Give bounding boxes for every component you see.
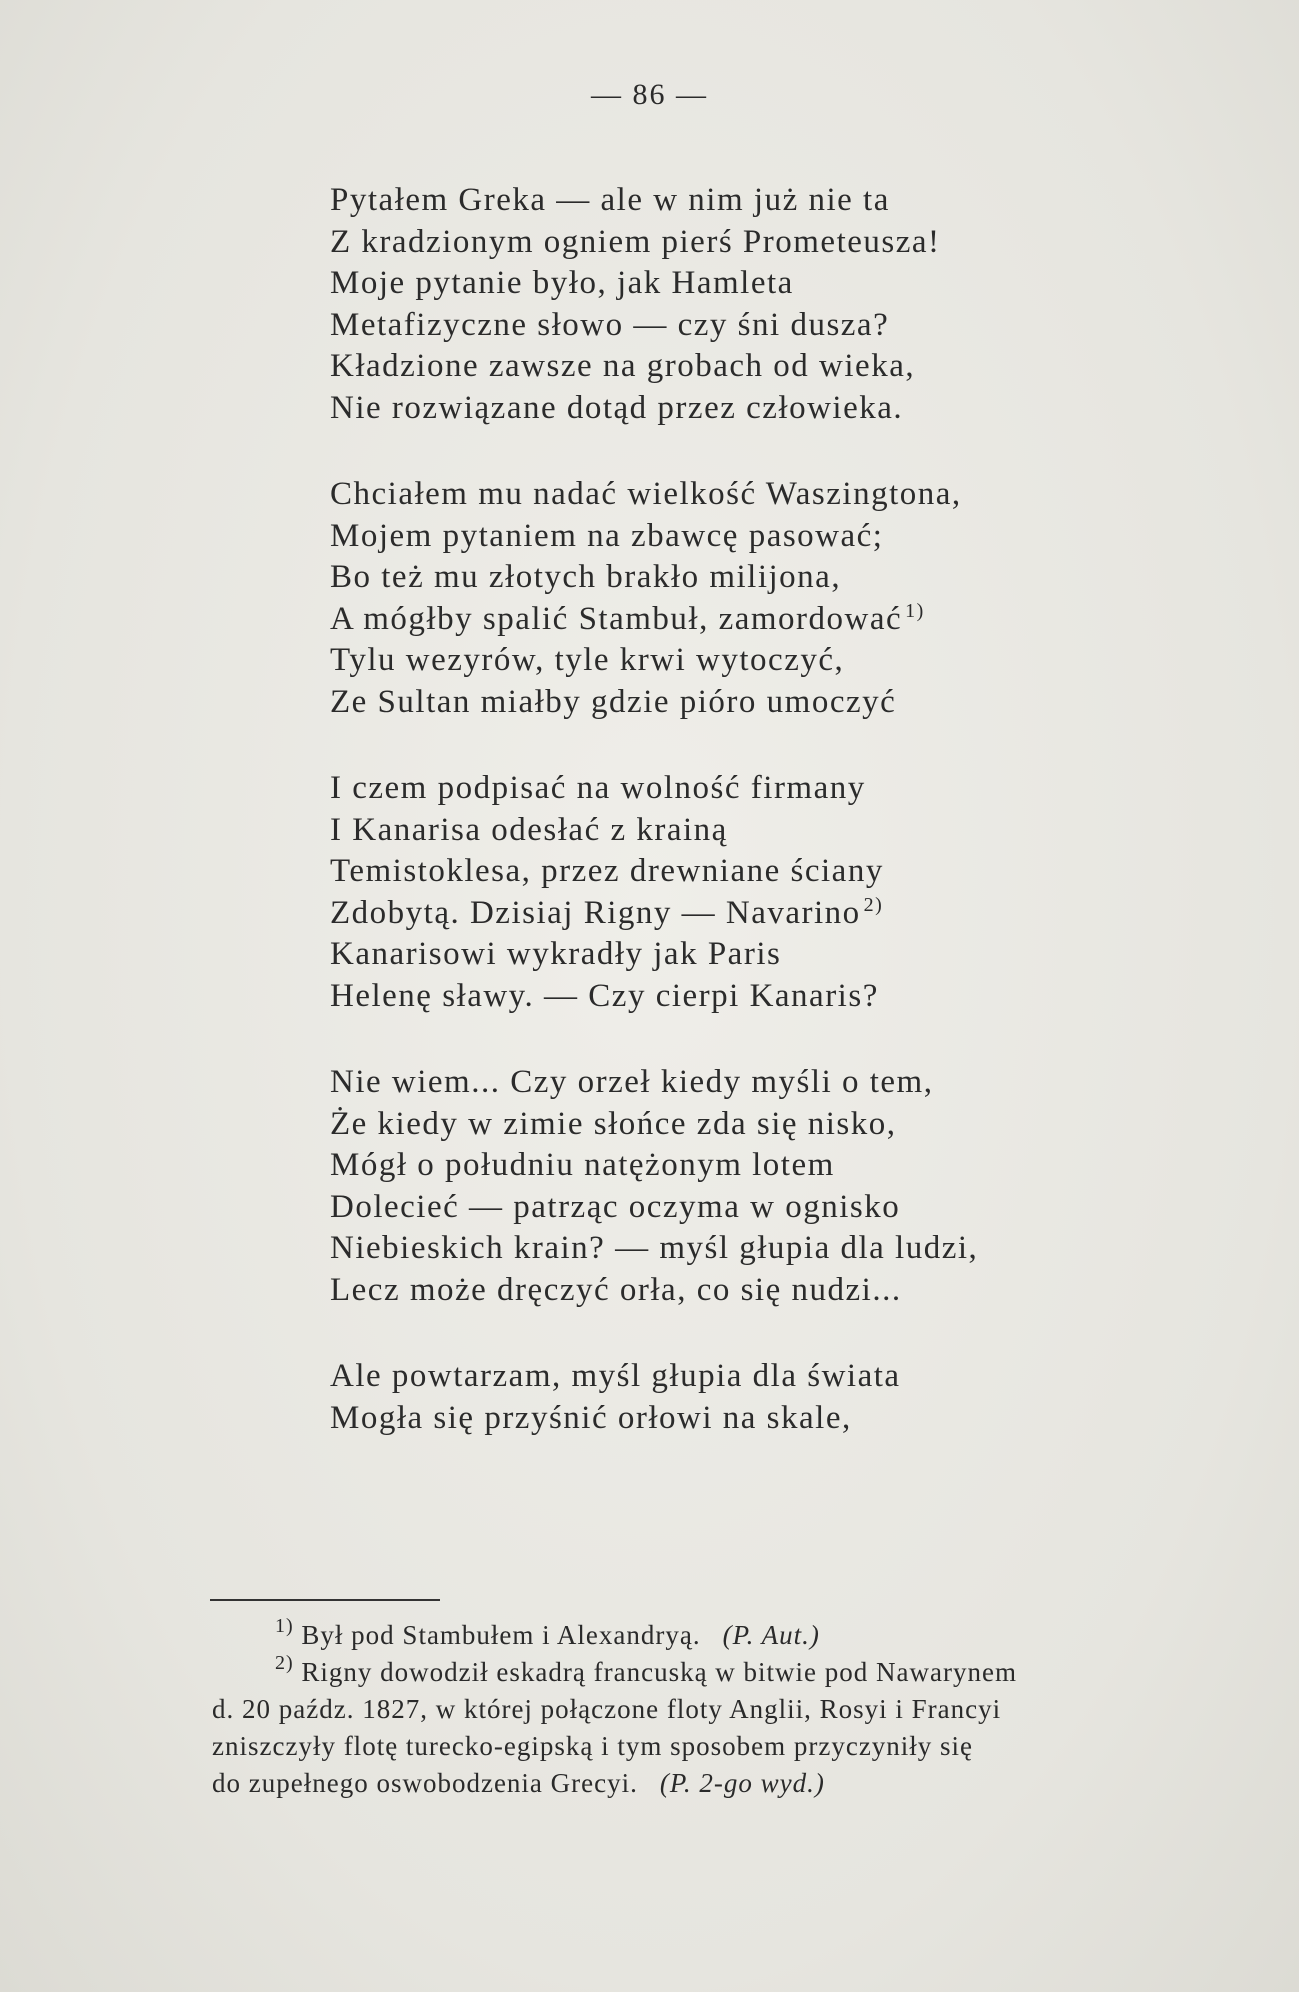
poem-line: Niebieskich krain? — myśl głupia dla ludzi, [330,1230,979,1266]
poem-line-text: A mógłby spalić Stambuł, zamordować [330,600,903,637]
footnote-source: (P. Aut.) [722,1620,820,1650]
stanza-4 [330,1062,1230,1311]
poem-line: I Kanarisa odesłać z krainą [330,811,728,848]
footnote-ref-1: 1) [905,599,925,622]
poem-line: I czem podpisać na wolność firmany [330,770,866,806]
page-number: — 86 — [591,78,708,111]
poem-line: Lecz może dręczyć orła, co się nudzi... [330,1271,902,1308]
stanza-2 [330,474,1230,723]
poem-line: Ale powtarzam, myśl głupia dla świata [330,1358,901,1394]
footnote-2-line: d. 20 paźdz. 1827, w której połączone floty Anglii, Rosyi i Francyi [212,1694,1002,1724]
poem-line: Mógł o południu natężonym lotem [330,1147,835,1183]
footnote-mark: 1) [275,1615,294,1637]
stanza-1 [330,180,1230,429]
footnote-ref-2: 2) [863,893,884,916]
poem-line: Moje pytanie było, jak Hamleta [330,265,794,301]
footnote-1 [212,1617,1252,1654]
poem-line: Nie wiem... Czy orzeł kiedy myśli o tem, [330,1064,934,1100]
poem-line: Mogła się przyśnić orłowi na skale, [330,1399,852,1436]
footnote-source: (P. 2-go wyd.) [659,1768,825,1798]
poem-line [330,599,1230,641]
poem-line: Temistoklesa, przez drewniane ściany [330,853,884,889]
footnote-mark: 2) [275,1652,294,1674]
footnote-text: Był pod Stambułem i Alexandryą. [301,1620,701,1650]
poem-line: Że kiedy w zimie słońce zda się nisko, [330,1105,897,1142]
poem-line: Metafizyczne słowo — czy śni dusza? [330,306,890,343]
footnotes [212,1617,1252,1802]
poem-line: Helenę sławy. — Czy cierpi Kanaris? [330,977,879,1014]
footnote-2 [212,1654,1252,1691]
poem [330,180,1230,1484]
poem-line: Chciałem mu nadać wielkość Waszingtona, [330,476,962,512]
poem-line: Kanarisowi wykradły jak Paris [330,936,782,972]
footnote-text: Rigny dowodził eskadrą francuską w bitwie pod Nawarynem [301,1657,1017,1687]
poem-line: Nie rozwiązane dotąd przez człowieka. [330,389,904,426]
poem-line-text: Zdobytą. Dzisiaj Rigny — Navarino [330,894,861,931]
poem-line: Bo też mu złotych brakło milijona, [330,559,842,595]
poem-line: Mojem pytaniem na zbawcę pasować; [330,517,884,554]
footnote-2-line [212,1765,1252,1802]
footnote-text: do zupełnego oswobodzenia Grecyi. [212,1768,638,1798]
stanza-3 [330,768,1230,1017]
poem-line: Ze Sultan miałby gdzie pióro umoczyć [330,683,897,720]
poem-line: Tylu wezyrów, tyle krwi wytoczyć, [330,642,845,678]
footnote-divider [210,1599,440,1601]
poem-line: Pytałem Greka — ale w nim już nie ta [330,182,890,218]
poem-line [330,893,1230,935]
poem-line: Dolecieć — patrząc oczyma w ognisko [330,1188,901,1225]
poem-line: Kładzione zawsze na grobach od wieka, [330,348,916,384]
footnote-2-line: zniszczyły flotę turecko-egipską i tym sposobem przyczyniły się [212,1731,974,1761]
poem-line: Z kradzionym ogniem pierś Prometeusza! [330,223,941,260]
stanza-5 [330,1356,1230,1439]
